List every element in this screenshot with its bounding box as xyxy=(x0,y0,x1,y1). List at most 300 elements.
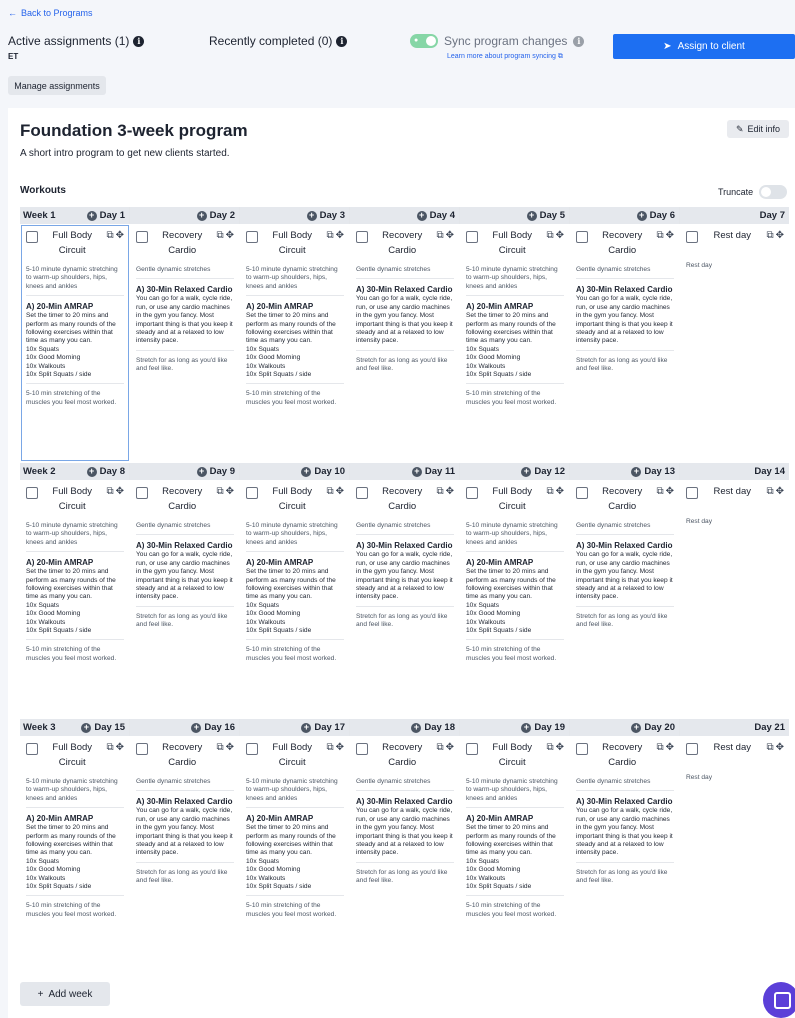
move-icon[interactable]: ✥ xyxy=(445,742,454,753)
workout-actions xyxy=(656,742,674,753)
cooldown-section: 5-10 min stretching of the muscles you feel most worked. xyxy=(466,390,557,406)
edit-info-label: Edit info xyxy=(747,124,781,134)
workout-name: Recovery Cardio xyxy=(382,230,423,256)
workout-actions xyxy=(546,230,564,241)
add-workout-icon[interactable]: + xyxy=(191,723,201,733)
exercise-item: 10x Good Morning xyxy=(26,866,81,874)
workout-card[interactable] xyxy=(20,480,130,718)
workout-actions xyxy=(326,742,344,753)
cooldown-section: Stretch for as long as you'd like and feel like. xyxy=(576,868,668,885)
move-icon[interactable]: ✥ xyxy=(335,742,344,753)
add-workout-icon[interactable]: + xyxy=(417,211,427,221)
exercise-item: 10x Good Morning xyxy=(246,610,301,618)
block-title: A) 20-Min AMRAP xyxy=(26,302,94,312)
copy-icon[interactable]: ⧉ xyxy=(326,486,334,497)
external-link-icon: ⧉ xyxy=(557,53,563,60)
workout-checkbox[interactable] xyxy=(26,487,38,499)
move-icon[interactable]: ✥ xyxy=(115,230,124,241)
add-workout-icon[interactable]: + xyxy=(87,467,97,477)
block-description: Set the timer to 20 mins and perform as many rounds of the following exercises within that time as many you can. xyxy=(26,824,116,857)
plus-icon: + xyxy=(37,988,44,1000)
copy-icon[interactable]: ⧉ xyxy=(656,486,664,497)
workout-checkbox[interactable] xyxy=(356,231,368,243)
exercise-item: 10x Squats xyxy=(26,345,59,353)
main-block-section xyxy=(356,791,454,862)
workout-checkbox[interactable] xyxy=(686,743,698,755)
cooldown-section: 5-10 min stretching of the muscles you feel most worked. xyxy=(246,902,337,918)
day-header xyxy=(460,463,570,480)
cooldown-section: 5-10 min stretching of the muscles you feel most worked. xyxy=(26,902,117,918)
warmup-section: 5-10 minute dynamic stretching to warm-up shoulders, hips, knees and ankles xyxy=(466,260,564,296)
copy-icon[interactable]: ⧉ xyxy=(546,486,554,497)
workout-name: Full Body Circuit xyxy=(492,742,533,768)
workout-actions xyxy=(106,486,124,497)
day-header xyxy=(570,719,680,736)
add-workout-icon[interactable]: + xyxy=(411,723,421,733)
assign-to-client-button[interactable] xyxy=(613,34,795,59)
workout-name: Recovery Cardio xyxy=(602,742,643,768)
week-label: Week 2 xyxy=(23,466,56,477)
day-label: Day 17 xyxy=(314,722,345,733)
workout-name: Rest day xyxy=(713,486,751,497)
workout-name: Recovery Cardio xyxy=(162,486,203,512)
block-description: Set the timer to 20 mins and perform as many rounds of the following exercises within that time as many you can. xyxy=(246,824,336,857)
copy-icon[interactable]: ⧉ xyxy=(436,742,444,753)
workout-name: Recovery Cardio xyxy=(162,742,203,768)
exercise-item: 10x Good Morning xyxy=(466,354,521,362)
week-row xyxy=(20,207,789,462)
move-icon[interactable]: ✥ xyxy=(335,230,344,241)
move-icon[interactable]: ✥ xyxy=(335,486,344,497)
block-title: A) 20-Min AMRAP xyxy=(246,302,314,312)
move-icon[interactable]: ✥ xyxy=(665,486,674,497)
exercise-item: 10x Split Squats / side xyxy=(26,627,92,635)
move-icon[interactable]: ✥ xyxy=(225,230,234,241)
exercise-item: 10x Good Morning xyxy=(246,866,301,874)
day-label: Day 4 xyxy=(429,210,455,221)
exercise-item: 10x Split Squats / side xyxy=(466,627,532,635)
block-title: A) 20-Min AMRAP xyxy=(246,814,314,824)
move-icon[interactable]: ✥ xyxy=(775,230,784,241)
day-label: Day 21 xyxy=(754,722,785,733)
day-column xyxy=(570,463,680,718)
copy-icon[interactable]: ⧉ xyxy=(326,230,334,241)
workout-name: Full Body Circuit xyxy=(52,742,93,768)
exercise-item: 10x Squats xyxy=(246,345,279,353)
info-icon[interactable]: i xyxy=(573,36,584,47)
workout-actions xyxy=(106,230,124,241)
block-description: Set the timer to 20 mins and perform as many rounds of the following exercises within that time as many you can. xyxy=(246,312,336,345)
copy-icon[interactable]: ⧉ xyxy=(656,742,664,753)
workout-actions xyxy=(656,230,674,241)
week-label: Week 3 xyxy=(23,722,56,733)
day-column xyxy=(570,207,680,462)
workout-checkbox[interactable] xyxy=(466,743,478,755)
copy-icon[interactable]: ⧉ xyxy=(766,230,774,241)
active-assignments-tab[interactable] xyxy=(8,34,144,48)
block-description: Set the timer to 20 mins and perform as many rounds of the following exercises within that time as many you can. xyxy=(466,312,556,345)
workout-checkbox[interactable] xyxy=(356,743,368,755)
workout-card[interactable] xyxy=(20,736,130,974)
cooldown-section: 5-10 min stretching of the muscles you feel most worked. xyxy=(26,390,117,406)
day-column xyxy=(130,207,240,462)
copy-icon[interactable]: ⧉ xyxy=(216,486,224,497)
workout-checkbox[interactable] xyxy=(576,231,588,243)
day-label: Day 18 xyxy=(424,722,455,733)
day-column xyxy=(570,719,680,974)
move-icon[interactable]: ✥ xyxy=(665,742,674,753)
info-icon[interactable]: i xyxy=(336,36,347,47)
day-column xyxy=(350,463,460,718)
day-label: Day 10 xyxy=(314,466,345,477)
day-column xyxy=(460,719,570,974)
day-header xyxy=(570,207,680,224)
copy-icon[interactable]: ⧉ xyxy=(106,230,114,241)
workout-checkbox[interactable] xyxy=(576,487,588,499)
copy-icon[interactable]: ⧉ xyxy=(326,742,334,753)
exercise-item: 10x Good Morning xyxy=(26,610,81,618)
copy-icon[interactable]: ⧉ xyxy=(436,486,444,497)
copy-icon[interactable]: ⧉ xyxy=(106,486,114,497)
block-description: You can go for a walk, cycle ride, run, or use any cardio machines in the gym you fancy. Most important thing is that you keep it steady and at a relaxed to low intensity pace. xyxy=(136,807,233,857)
day-header xyxy=(20,207,130,224)
main-block-section xyxy=(26,552,124,640)
exercise-item: 10x Split Squats / side xyxy=(466,371,532,379)
block-title: A) 30-Min Relaxed Cardio xyxy=(576,541,673,551)
exercise-item: 10x Squats xyxy=(246,601,279,609)
workout-actions xyxy=(656,486,674,497)
main-block-section xyxy=(246,296,344,384)
workout-actions xyxy=(436,742,454,753)
day-label: Day 11 xyxy=(424,466,455,477)
day-header xyxy=(350,719,460,736)
copy-icon[interactable]: ⧉ xyxy=(766,486,774,497)
add-workout-icon[interactable]: + xyxy=(87,211,97,221)
exercise-item: 10x Good Morning xyxy=(466,866,521,874)
workout-actions xyxy=(216,742,234,753)
day-label: Day 9 xyxy=(209,466,235,477)
program-subtitle: A short intro program to get new clients started. xyxy=(20,148,230,159)
week-row xyxy=(20,719,789,974)
workout-actions xyxy=(766,230,784,241)
warmup-section: 5-10 minute dynamic stretching to warm-up shoulders, hips, knees and ankles xyxy=(246,516,344,552)
rest-day-note: Rest day xyxy=(686,518,713,525)
workout-card[interactable] xyxy=(20,224,130,462)
warmup-section: 5-10 minute dynamic stretching to warm-up shoulders, hips, knees and ankles xyxy=(26,772,124,808)
sync-learn-more-link[interactable]: Learn more about program syncing ⧉ xyxy=(447,53,563,60)
workout-card[interactable] xyxy=(680,480,790,718)
week-label: Week 1 xyxy=(23,210,56,221)
block-description: Set the timer to 20 mins and perform as many rounds of the following exercises within that time as many you can. xyxy=(466,568,556,601)
block-title: A) 20-Min AMRAP xyxy=(26,558,94,568)
block-description: You can go for a walk, cycle ride, run, or use any cardio machines in the gym you fancy. Most important thing is that you keep it steady and at a relaxed to low intensity pace. xyxy=(356,551,453,601)
move-icon[interactable]: ✥ xyxy=(665,230,674,241)
block-title: A) 30-Min Relaxed Cardio xyxy=(136,797,233,807)
day-label: Day 15 xyxy=(94,722,125,733)
exercise-item: 10x Good Morning xyxy=(26,354,81,362)
rest-day-note: Rest day xyxy=(686,774,713,781)
workout-checkbox[interactable] xyxy=(576,743,588,755)
block-description: Set the timer to 20 mins and perform as many rounds of the following exercises within that time as many you can. xyxy=(246,568,336,601)
exercise-item: 10x Walkouts xyxy=(246,618,286,626)
day-header xyxy=(130,463,240,480)
block-description: You can go for a walk, cycle ride, run, or use any cardio machines in the gym you fancy. Most important thing is that you keep it steady and at a relaxed to low intensity pace. xyxy=(576,551,673,601)
exercise-item: 10x Split Squats / side xyxy=(246,627,312,635)
workout-card[interactable] xyxy=(350,736,460,974)
main-block-section xyxy=(466,552,564,640)
cooldown-section: 5-10 min stretching of the muscles you feel most worked. xyxy=(26,646,117,662)
workout-actions xyxy=(766,742,784,753)
exercise-item: 10x Squats xyxy=(466,601,499,609)
workout-actions xyxy=(546,742,564,753)
exercise-item: 10x Split Squats / side xyxy=(466,883,532,891)
workout-name: Recovery Cardio xyxy=(162,230,203,256)
cooldown-section: 5-10 min stretching of the muscles you feel most worked. xyxy=(466,902,557,918)
exercise-item: 10x Squats xyxy=(466,345,499,353)
workout-name: Full Body Circuit xyxy=(52,486,93,512)
workout-card[interactable] xyxy=(460,736,570,974)
day-column xyxy=(240,207,350,462)
add-workout-icon[interactable]: + xyxy=(81,723,91,733)
assign-to-client-label: Assign to client xyxy=(677,41,745,52)
add-workout-icon[interactable]: + xyxy=(197,211,207,221)
move-icon[interactable]: ✥ xyxy=(445,230,454,241)
copy-icon[interactable]: ⧉ xyxy=(216,742,224,753)
warmup-section: 5-10 minute dynamic stretching to warm-up shoulders, hips, knees and ankles xyxy=(466,516,564,552)
day-column xyxy=(680,719,790,974)
copy-icon[interactable]: ⧉ xyxy=(106,742,114,753)
day-column xyxy=(130,719,240,974)
pencil-icon: ✎ xyxy=(735,123,744,134)
workout-name: Rest day xyxy=(713,742,751,753)
workout-checkbox[interactable] xyxy=(26,231,38,243)
workout-card[interactable] xyxy=(130,480,240,718)
day-label: Day 8 xyxy=(99,466,125,477)
day-label: Day 16 xyxy=(204,722,235,733)
warmup-section: 5-10 minute dynamic stretching to warm-up shoulders, hips, knees and ankles xyxy=(26,516,124,552)
workout-card[interactable] xyxy=(240,480,350,718)
main-block-section xyxy=(246,808,344,896)
move-icon[interactable]: ✥ xyxy=(115,742,124,753)
day-column xyxy=(240,463,350,718)
workout-card[interactable] xyxy=(680,736,790,974)
rest-day-note: Rest day xyxy=(686,262,713,269)
main-block-section xyxy=(356,279,454,350)
warmup-section: 5-10 minute dynamic stretching to warm-up shoulders, hips, knees and ankles xyxy=(26,260,124,296)
warmup-section: 5-10 minute dynamic stretching to warm-up shoulders, hips, knees and ankles xyxy=(466,772,564,808)
exercise-item: 10x Squats xyxy=(466,857,499,865)
add-workout-icon[interactable]: + xyxy=(521,723,531,733)
exercise-item: 10x Squats xyxy=(26,857,59,865)
workouts-heading: Workouts xyxy=(20,185,66,196)
exercise-item: 10x Walkouts xyxy=(246,362,286,370)
block-title: A) 30-Min Relaxed Cardio xyxy=(576,797,673,807)
block-description: Set the timer to 20 mins and perform as many rounds of the following exercises within that time as many you can. xyxy=(466,824,556,857)
warmup-section: Gentle dynamic stretches xyxy=(356,260,454,279)
day-column xyxy=(460,207,570,462)
workout-checkbox[interactable] xyxy=(466,231,478,243)
workout-name: Full Body Circuit xyxy=(492,230,533,256)
exercise-item: 10x Walkouts xyxy=(466,874,506,882)
workout-checkbox[interactable] xyxy=(246,231,258,243)
block-title: A) 30-Min Relaxed Cardio xyxy=(576,285,673,295)
main-block-section xyxy=(576,535,674,606)
exercise-item: 10x Squats xyxy=(246,857,279,865)
day-label: Day 5 xyxy=(539,210,565,221)
move-icon[interactable]: ✥ xyxy=(555,742,564,753)
cooldown-section: Stretch for as long as you'd like and feel like. xyxy=(136,868,228,885)
workout-card[interactable] xyxy=(570,224,680,462)
workout-checkbox[interactable] xyxy=(26,743,38,755)
warmup-section: Gentle dynamic stretches xyxy=(576,516,674,535)
cooldown-section: Stretch for as long as you'd like and feel like. xyxy=(356,612,448,629)
workout-card[interactable] xyxy=(240,224,350,462)
workout-actions xyxy=(436,230,454,241)
day-label: Day 20 xyxy=(644,722,675,733)
day-label: Day 14 xyxy=(754,466,785,477)
copy-icon[interactable]: ⧉ xyxy=(436,230,444,241)
copy-icon[interactable]: ⧉ xyxy=(656,230,664,241)
workout-checkbox[interactable] xyxy=(686,231,698,243)
warmup-section: Gentle dynamic stretches xyxy=(356,516,454,535)
move-icon[interactable]: ✥ xyxy=(775,742,784,753)
day-label: Day 13 xyxy=(644,466,675,477)
workout-actions xyxy=(436,486,454,497)
block-title: A) 20-Min AMRAP xyxy=(466,302,534,312)
workout-name: Rest day xyxy=(713,230,751,241)
workout-card[interactable] xyxy=(570,736,680,974)
add-workout-icon[interactable]: + xyxy=(631,723,641,733)
day-header xyxy=(680,719,790,736)
warmup-section: 5-10 minute dynamic stretching to warm-up shoulders, hips, knees and ankles xyxy=(246,260,344,296)
workout-card[interactable] xyxy=(130,736,240,974)
truncate-toggle[interactable] xyxy=(759,185,787,199)
block-title: A) 20-Min AMRAP xyxy=(246,558,314,568)
day-header xyxy=(570,463,680,480)
info-icon[interactable]: i xyxy=(133,36,144,47)
add-workout-icon[interactable]: + xyxy=(637,211,647,221)
cooldown-section: 5-10 min stretching of the muscles you feel most worked. xyxy=(466,646,557,662)
workout-card[interactable] xyxy=(680,224,790,462)
move-icon[interactable]: ✥ xyxy=(445,486,454,497)
add-workout-icon[interactable]: + xyxy=(301,723,311,733)
back-to-programs-link[interactable] xyxy=(8,8,93,18)
workout-checkbox[interactable] xyxy=(136,231,148,243)
add-workout-icon[interactable]: + xyxy=(307,211,317,221)
edit-info-button[interactable] xyxy=(727,120,789,138)
cooldown-section: Stretch for as long as you'd like and feel like. xyxy=(576,612,668,629)
manage-assignments-button[interactable]: Manage assignments xyxy=(8,76,106,95)
main-block-section xyxy=(576,791,674,862)
workout-checkbox[interactable] xyxy=(246,743,258,755)
workout-card[interactable] xyxy=(460,224,570,462)
exercise-item: 10x Walkouts xyxy=(26,874,66,882)
cooldown-section: Stretch for as long as you'd like and feel like. xyxy=(136,356,228,373)
workout-actions xyxy=(326,486,344,497)
workout-checkbox[interactable] xyxy=(466,487,478,499)
add-workout-icon[interactable]: + xyxy=(631,467,641,477)
block-description: You can go for a walk, cycle ride, run, or use any cardio machines in the gym you fancy. Most important thing is that you keep it steady and at a relaxed to low intensity pace. xyxy=(136,551,233,601)
workout-actions xyxy=(216,486,234,497)
copy-icon[interactable]: ⧉ xyxy=(546,742,554,753)
workout-card[interactable] xyxy=(460,480,570,718)
block-title: A) 20-Min AMRAP xyxy=(26,814,94,824)
workout-card[interactable] xyxy=(350,224,460,462)
workout-card[interactable] xyxy=(570,480,680,718)
add-workout-icon[interactable]: + xyxy=(301,467,311,477)
add-workout-icon[interactable]: + xyxy=(521,467,531,477)
week-row xyxy=(20,463,789,718)
warmup-section: 5-10 minute dynamic stretching to warm-up shoulders, hips, knees and ankles xyxy=(246,772,344,808)
move-icon[interactable]: ✥ xyxy=(555,230,564,241)
add-workout-icon[interactable]: + xyxy=(412,467,422,477)
day-header xyxy=(240,719,350,736)
workout-actions xyxy=(106,742,124,753)
move-icon[interactable]: ✥ xyxy=(225,742,234,753)
block-description: You can go for a walk, cycle ride, run, or use any cardio machines in the gym you fancy. Most important thing is that you keep it steady and at a relaxed to low intensity pace. xyxy=(576,295,673,345)
cooldown-section: Stretch for as long as you'd like and feel like. xyxy=(356,868,448,885)
warmup-section: Gentle dynamic stretches xyxy=(136,516,234,535)
add-workout-icon[interactable]: + xyxy=(197,467,207,477)
main-block-section xyxy=(136,279,234,350)
workout-card[interactable] xyxy=(350,480,460,718)
day-label: Day 2 xyxy=(209,210,235,221)
add-workout-icon[interactable]: + xyxy=(527,211,537,221)
client-avatar[interactable]: ET xyxy=(8,52,19,61)
block-title: A) 30-Min Relaxed Cardio xyxy=(356,285,453,295)
workout-checkbox[interactable] xyxy=(136,487,148,499)
exercise-item: 10x Split Squats / side xyxy=(26,883,92,891)
workout-card[interactable] xyxy=(240,736,350,974)
exercise-item: 10x Split Squats / side xyxy=(246,371,312,379)
add-week-label: Add week xyxy=(48,988,93,1000)
workout-checkbox[interactable] xyxy=(246,487,258,499)
day-column xyxy=(130,463,240,718)
workout-name: Full Body Circuit xyxy=(52,230,93,256)
recently-completed-label: Recently completed (0) xyxy=(209,34,333,48)
copy-icon[interactable]: ⧉ xyxy=(216,230,224,241)
day-header xyxy=(350,207,460,224)
day-header xyxy=(20,463,130,480)
workout-checkbox[interactable] xyxy=(136,743,148,755)
move-icon[interactable]: ✥ xyxy=(115,486,124,497)
workout-card[interactable] xyxy=(130,224,240,462)
move-icon[interactable]: ✥ xyxy=(775,486,784,497)
block-description: You can go for a walk, cycle ride, run, or use any cardio machines in the gym you fancy. Most important thing is that you keep it steady and at a relaxed to low intensity pace. xyxy=(136,295,233,345)
main-block-section xyxy=(246,552,344,640)
move-icon[interactable]: ✥ xyxy=(555,486,564,497)
copy-icon[interactable]: ⧉ xyxy=(546,230,554,241)
move-icon[interactable]: ✥ xyxy=(225,486,234,497)
day-label: Day 3 xyxy=(319,210,345,221)
chat-icon[interactable] xyxy=(763,982,795,1018)
day-column xyxy=(240,719,350,974)
workout-actions xyxy=(546,486,564,497)
workout-name: Recovery Cardio xyxy=(382,742,423,768)
day-header xyxy=(240,463,350,480)
day-column xyxy=(460,463,570,718)
day-column xyxy=(350,719,460,974)
block-title: A) 30-Min Relaxed Cardio xyxy=(356,797,453,807)
copy-icon[interactable]: ⧉ xyxy=(766,742,774,753)
block-description: You can go for a walk, cycle ride, run, or use any cardio machines in the gym you fancy. Most important thing is that you keep it steady and at a relaxed to low intensity pace. xyxy=(356,807,453,857)
recently-completed-tab[interactable] xyxy=(209,34,347,48)
add-week-button[interactable] xyxy=(20,982,110,1006)
workout-checkbox[interactable] xyxy=(356,487,368,499)
workout-checkbox[interactable] xyxy=(686,487,698,499)
exercise-item: 10x Walkouts xyxy=(26,362,66,370)
sync-toggle[interactable] xyxy=(410,34,438,48)
